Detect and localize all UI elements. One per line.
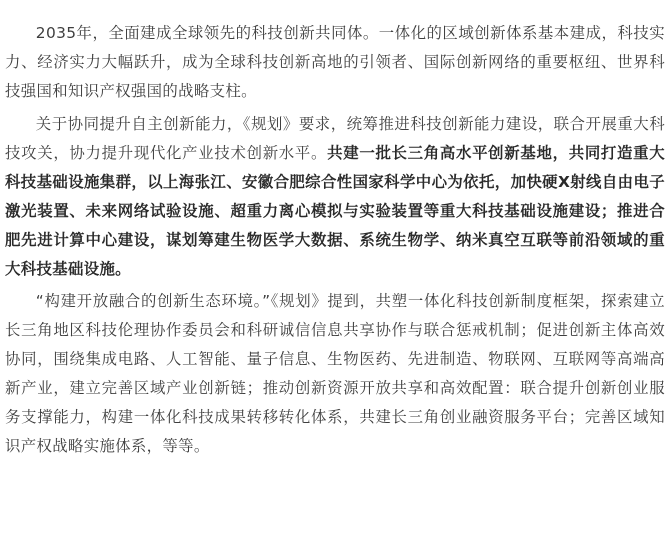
- paragraph-2035-goal: [5, 19, 665, 106]
- paragraph-text: 2035年，全面建成全球领先的科技创新共同体。一体化的区域创新体系基本建成，科技实力、经济实力大幅跃升，成为全球科技创新高地的引领者、国际创新网络的重要枢纽、世界科技强国和知识产权强国的战略支柱。: [5, 24, 665, 100]
- paragraph-bold-text: 共建一批长三角高水平创新基地，共同打造重大科技基础设施集群，以上海张江、安徽合肥综合性国家科学中心为依托，加快硬X射线自由电子激光装置、未来网络试验设施、超重力离心模拟与实验装置等重大科技基础设施建设；推进合肥先进计算中心建设，谋划筹建生物医学大数据、系统生物学、纳米真空互联等前沿领域的重大科技基础设施。: [5, 143, 665, 278]
- article-body: [5, 19, 665, 461]
- paragraph-text: “构建开放融合的创新生态环境。”《规划》提到，共塑一体化科技创新制度框架，探索建立长三角地区科技伦理协作委员会和科研诚信信息共享协作与联合惩戒机制；促进创新主体高效协同，围绕集成电路、人工智能、量子信息、生物医药、先进制造、物联网、互联网等高端高新产业，建立完善区域产业创新链；推动创新资源开放共享和高效配置：联合提升创新创业服务支撑能力，构建一体化科技成果转移转化体系，共建长三角创业融资服务平台；完善区域知识产权战略实施体系，等等。: [5, 292, 665, 455]
- paragraph-text: 关于协同提升自主创新能力，《规划》要求，统筹推进科技创新能力建设，联合开展重大科技攻关，协力提升现代化产业技术创新水平。: [5, 114, 665, 162]
- paragraph-innovation-ecosystem: [5, 287, 665, 461]
- paragraph-innovation-capacity: [5, 110, 665, 284]
